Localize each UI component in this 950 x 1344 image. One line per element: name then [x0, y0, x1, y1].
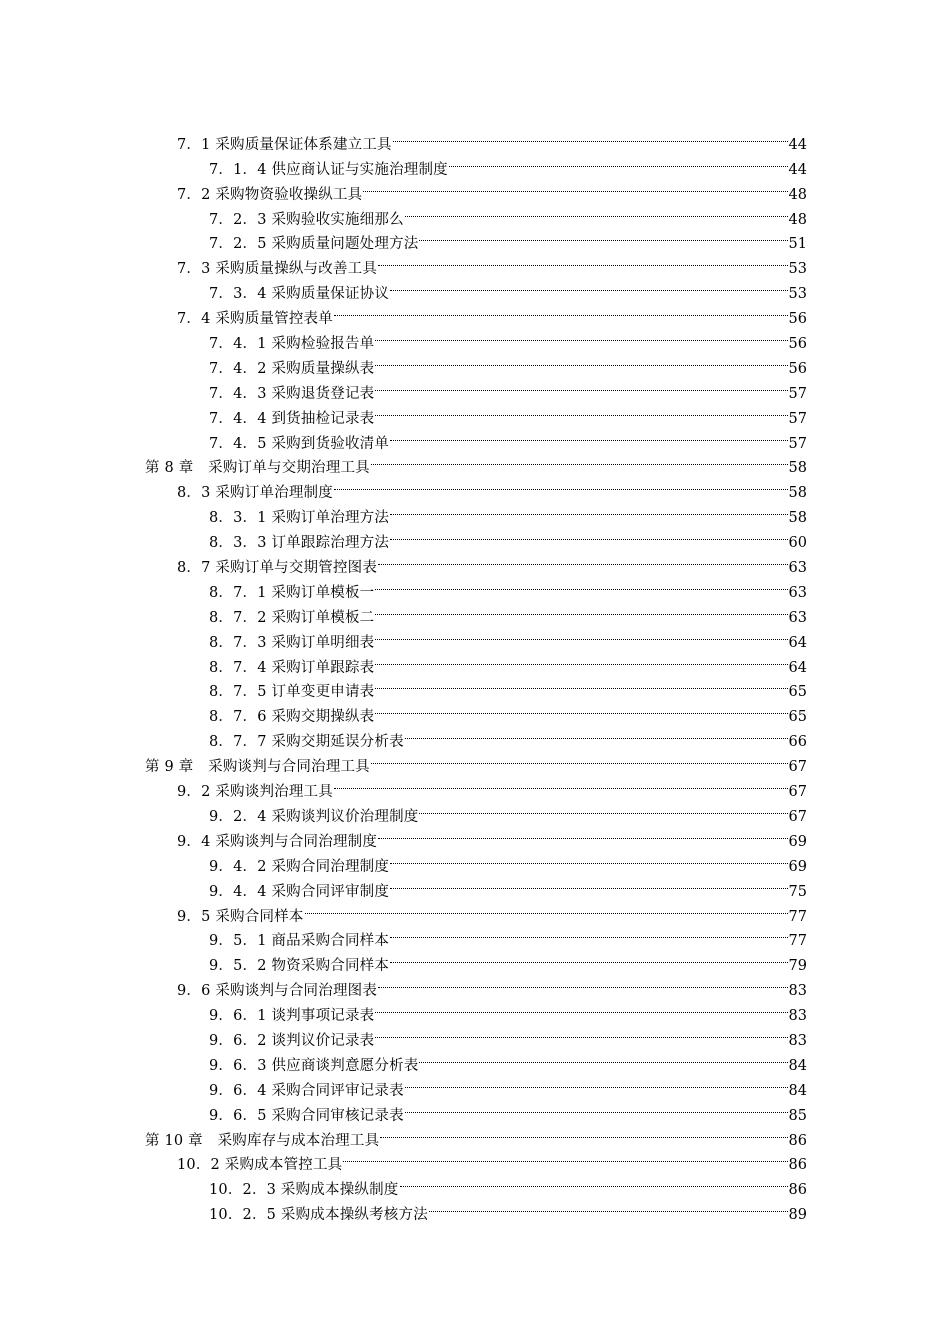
toc-entry-title: 9．2 采购谈判治理工具 [177, 784, 333, 801]
toc-entry-title: 第 9 章 采购谈判与合同治理工具 [145, 759, 370, 776]
toc-subsection-entry[interactable] [0, 373, 807, 402]
toc-subsection-entry[interactable] [0, 921, 807, 950]
toc-subsection-entry[interactable] [0, 149, 807, 178]
toc-dot-leader [375, 572, 787, 597]
toc-dot-leader [334, 298, 788, 323]
toc-subsection-entry[interactable] [0, 796, 807, 825]
toc-entry-title: 7．4 采购质量管控表单 [177, 311, 333, 328]
toc-entry-title: 7．4．5 采购到货验收清单 [209, 435, 390, 452]
toc-page-number: 77 [788, 908, 807, 925]
toc-entry-title: 8．7．7 采购交期延误分析表 [209, 734, 404, 751]
toc-dot-leader [378, 248, 787, 273]
toc-subsection-entry[interactable] [0, 1045, 807, 1074]
toc-dot-leader [375, 696, 787, 721]
toc-entry-title: 7．1 采购质量保证体系建立工具 [177, 136, 392, 153]
toc-chapter-entry[interactable] [0, 746, 807, 776]
toc-dot-leader [405, 1095, 788, 1120]
toc-page-number: 86 [788, 1157, 807, 1174]
toc-page-number: 86 [788, 1182, 807, 1199]
toc-section-entry[interactable] [0, 970, 807, 1000]
toc-entry-title: 7．2 采购物资验收操纵工具 [177, 186, 363, 203]
toc-page-number: 79 [788, 958, 807, 975]
toc-dot-leader [375, 672, 787, 697]
toc-entry-title: 8．7．1 采购订单模板一 [209, 584, 375, 601]
toc-entry-title: 10．2 采购成本管控工具 [177, 1157, 343, 1174]
toc-page-number: 84 [788, 1057, 807, 1074]
toc-subsection-entry[interactable] [0, 945, 807, 975]
toc-entry-title: 第 8 章 采购订单与交期治理工具 [145, 460, 370, 477]
toc-dot-leader [378, 970, 787, 995]
toc-section-entry[interactable] [0, 896, 807, 925]
toc-page-number: 48 [788, 186, 807, 203]
toc-entry-title: 第 10 章 采购库存与成本治理工具 [145, 1132, 380, 1149]
toc-entry-title: 9．6．1 谈判事项记录表 [209, 1008, 375, 1025]
toc-dot-leader [378, 547, 787, 572]
toc-page-number: 64 [788, 659, 807, 676]
toc-entry-title: 9．5．1 商品采购合同样本 [209, 933, 390, 950]
toc-dot-leader [390, 921, 787, 946]
toc-subsection-entry[interactable] [0, 522, 807, 552]
toc-dot-leader [400, 1169, 788, 1194]
toc-subsection-entry[interactable] [0, 597, 807, 626]
toc-page-number: 56 [788, 360, 807, 377]
toc-dot-leader [375, 1020, 787, 1045]
toc-dot-leader [375, 597, 787, 622]
toc-page-number: 57 [788, 385, 807, 402]
toc-subsection-entry[interactable] [0, 497, 807, 527]
toc-section-entry[interactable] [0, 771, 807, 801]
toc-page-number: 64 [788, 634, 807, 651]
toc-dot-leader [390, 273, 787, 298]
toc-dot-leader [449, 149, 788, 174]
toc-page-number: 83 [788, 1008, 807, 1025]
toc-page-number: 48 [788, 211, 807, 228]
toc-dot-leader [390, 846, 787, 871]
toc-dot-leader [390, 945, 787, 970]
toc-page-number: 77 [788, 933, 807, 950]
toc-entry-title: 7．2．3 采购验收实施细那么 [209, 211, 404, 228]
toc-subsection-entry[interactable] [0, 199, 807, 228]
toc-entry-title: 8．7．5 订单变更申请表 [209, 684, 375, 701]
toc-section-entry[interactable] [0, 1145, 807, 1174]
toc-dot-leader [390, 497, 787, 522]
toc-dot-leader [419, 1045, 787, 1070]
toc-section-entry[interactable] [0, 248, 807, 278]
toc-dot-leader [393, 124, 788, 149]
toc-section-entry[interactable] [0, 547, 807, 577]
toc-dot-leader [375, 622, 787, 647]
toc-section-entry[interactable] [0, 472, 807, 502]
toc-entry-title: 10．2．3 采购成本操纵制度 [209, 1182, 399, 1199]
toc-dot-leader [375, 398, 787, 423]
toc-page-number: 83 [788, 983, 807, 1000]
toc-entry-title: 7．4．2 采购质量操纵表 [209, 360, 375, 377]
toc-entry-title: 8．7 采购订单与交期管控图表 [177, 560, 378, 577]
toc-page-number: 44 [788, 161, 807, 178]
toc-subsection-entry[interactable] [0, 871, 807, 900]
toc-entry-title: 8．7．4 采购订单跟踪表 [209, 659, 375, 676]
toc-dot-leader [378, 821, 787, 846]
toc-subsection-entry[interactable] [0, 672, 807, 701]
toc-page-number: 84 [788, 1082, 807, 1099]
toc-entry-title: 7．4．4 到货抽检记录表 [209, 410, 375, 427]
toc-section-entry[interactable] [0, 124, 807, 153]
toc-subsection-entry[interactable] [0, 622, 807, 651]
toc-page-number: 65 [788, 709, 807, 726]
toc-entry-title: 8．7．6 采购交期操纵表 [209, 709, 375, 726]
toc-page-number: 44 [788, 136, 807, 153]
toc-subsection-entry[interactable] [0, 348, 807, 377]
toc-dot-leader [371, 448, 788, 473]
toc-page-number: 56 [788, 336, 807, 353]
toc-entry-title: 8．7．2 采购订单模板二 [209, 609, 375, 626]
toc-dot-leader [334, 472, 788, 497]
toc-dot-leader [390, 423, 787, 448]
toc-page-number: 60 [788, 535, 807, 552]
toc-page-number: 85 [788, 1107, 807, 1124]
toc-subsection-entry[interactable] [0, 423, 807, 452]
toc-subsection-entry[interactable] [0, 273, 807, 303]
toc-entry-title: 7．2．5 采购质量问题处理方法 [209, 236, 419, 253]
toc-entry-title: 8．7．3 采购订单明细表 [209, 634, 375, 651]
toc-entry-title: 8．3 采购订单治理制度 [177, 485, 333, 502]
toc-page-number: 67 [788, 784, 807, 801]
toc-page-number: 63 [788, 584, 807, 601]
toc-page-number: 83 [788, 1032, 807, 1049]
toc-entry-title: 9．6．4 采购合同评审记录表 [209, 1082, 404, 1099]
toc-page-number: 53 [788, 261, 807, 278]
toc-page-number: 69 [788, 858, 807, 875]
toc-chapter-entry[interactable] [0, 1120, 807, 1149]
toc-dot-leader [429, 1194, 788, 1219]
toc-dot-leader [375, 323, 787, 348]
toc-entry-title: 9．4．2 采购合同治理制度 [209, 858, 390, 875]
toc-page-number: 63 [788, 609, 807, 626]
toc-entry-title: 10．2．5 采购成本操纵考核方法 [209, 1207, 428, 1224]
toc-entry-title: 9．6．3 供应商谈判意愿分析表 [209, 1057, 419, 1074]
toc-section-entry[interactable] [0, 821, 807, 850]
toc-entry-title: 7．4．1 采购检验报告单 [209, 336, 375, 353]
toc-dot-leader [390, 871, 787, 896]
toc-subsection-entry[interactable] [0, 323, 807, 353]
toc-dot-leader [375, 647, 787, 672]
toc-entry-title: 7．1．4 供应商认证与实施治理制度 [209, 161, 448, 178]
toc-entry-title: 7．3．4 采购质量保证协议 [209, 286, 390, 303]
toc-subsection-entry[interactable] [0, 1194, 807, 1224]
toc-subsection-entry[interactable] [0, 846, 807, 875]
toc-dot-leader [334, 771, 788, 796]
toc-page-number: 69 [788, 833, 807, 850]
toc-page-number: 51 [788, 236, 807, 253]
toc-dot-leader [405, 1070, 788, 1095]
toc-page-number: 63 [788, 560, 807, 577]
toc-dot-leader [363, 174, 787, 199]
toc-dot-leader [375, 348, 787, 373]
toc-dot-leader [375, 373, 787, 398]
toc-entry-title: 9．6．2 谈判议价记录表 [209, 1032, 375, 1049]
toc-page-number: 57 [788, 410, 807, 427]
toc-page-number: 65 [788, 684, 807, 701]
toc-dot-leader [405, 721, 788, 746]
toc-page-number: 66 [788, 734, 807, 751]
toc-entry-title: 9．6．5 采购合同审核记录表 [209, 1107, 404, 1124]
toc-entry-title: 7．3 采购质量操纵与改善工具 [177, 261, 378, 278]
toc-entry-title: 9．2．4 采购谈判议价治理制度 [209, 808, 419, 825]
toc-dot-leader [405, 199, 788, 224]
toc-dot-leader [419, 796, 787, 821]
toc-page-number: 56 [788, 311, 807, 328]
toc-entry-title: 8．3．3 订单跟踪治理方法 [209, 535, 390, 552]
toc-page-number: 67 [788, 759, 807, 776]
toc-page-number: 67 [788, 808, 807, 825]
toc-page-number: 53 [788, 286, 807, 303]
toc-section-entry[interactable] [0, 298, 807, 328]
toc-page-number: 58 [788, 510, 807, 527]
toc-chapter-entry[interactable] [0, 448, 807, 477]
toc-page-number: 89 [788, 1207, 807, 1224]
toc-subsection-entry[interactable] [0, 647, 807, 676]
table-of-contents [0, 124, 950, 1224]
toc-entry-title: 9．5．2 物资采购合同样本 [209, 958, 390, 975]
toc-subsection-entry[interactable] [0, 572, 807, 601]
toc-dot-leader [371, 746, 788, 771]
toc-subsection-entry[interactable] [0, 398, 807, 427]
toc-entry-title: 8．3．1 采购订单治理方法 [209, 510, 390, 527]
toc-page-number: 57 [788, 435, 807, 452]
toc-entry-title: 9．6 采购谈判与合同治理图表 [177, 983, 378, 1000]
toc-page-number: 86 [788, 1132, 807, 1149]
toc-section-entry[interactable] [0, 174, 807, 203]
toc-entry-title: 9．4 采购谈判与合同治理制度 [177, 833, 378, 850]
toc-page-number: 58 [788, 460, 807, 477]
toc-page-number: 58 [788, 485, 807, 502]
toc-page-number: 75 [788, 883, 807, 900]
toc-dot-leader [375, 995, 787, 1020]
toc-subsection-entry[interactable] [0, 1169, 807, 1199]
toc-subsection-entry[interactable] [0, 1020, 807, 1049]
toc-subsection-entry[interactable] [0, 721, 807, 751]
toc-dot-leader [305, 896, 788, 921]
toc-subsection-entry[interactable] [0, 995, 807, 1025]
toc-subsection-entry[interactable] [0, 696, 807, 726]
toc-dot-leader [380, 1120, 787, 1145]
toc-entry-title: 7．4．3 采购退货登记表 [209, 385, 375, 402]
toc-entry-title: 9．5 采购合同样本 [177, 908, 304, 925]
toc-entry-title: 9．4．4 采购合同评审制度 [209, 883, 390, 900]
toc-dot-leader [343, 1145, 787, 1170]
toc-dot-leader [419, 224, 787, 249]
toc-dot-leader [390, 522, 787, 547]
